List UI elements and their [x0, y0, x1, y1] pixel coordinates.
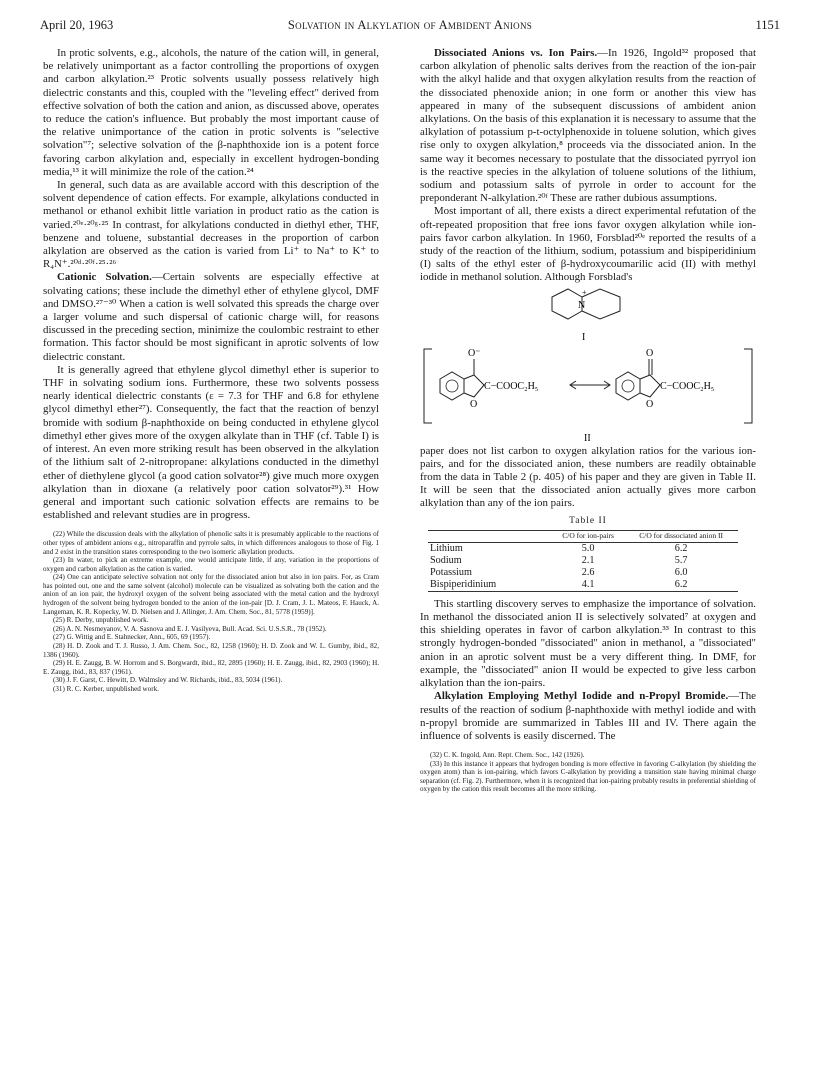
paragraph: [420, 690, 756, 743]
paragraph: [420, 47, 756, 205]
footnote: (33) In this instance it appears that hydrogen bonding is more effective in favoring C-alkylation (by shielding the oxygen atom) than is ion-pairing, which favors C-alkylation by providing a transition state having minimal charge separation (cf. Fig. 2). Furthermore, when it is recognized that ion-pairing probably results in preferential shielding of oxygen by the cation this result becomes all the more striking.: [420, 759, 756, 794]
footnote: (25) R. Derby, unpublished work.: [53, 616, 149, 625]
footnote: (22) While the discussion deals with the alkylation of phenolic salts it is presumably applicable to the reactions of other types of ambident anions e.g., nitroparaffin and pyrrole salts, in which differences analogous to those of Fig. 1 and 2 exist in the transition states corresponding to the two isomeric alkylation products.: [43, 530, 379, 556]
footnote: (29) H. E. Zaugg, B. W. Horrom and S. Borgwardt, ibid., 82, 2895 (1960); H. E. Zaugg, ibid., 82, 2903 (1960); H. E. Zaugg, ibid., 83, 837 (1961).: [43, 659, 379, 676]
paragraph: In protic solvents, e.g., alcohols, the nature of the cation will, in general, be relatively unimportant as a factor controlling the proportions of oxygen and carbon alkylation.²³ Protic solvents usually possess relatively high dielectric constants and this, coupled with the "leveling effect" derived from effective solvation of both the cation and anion, as discussed above, operates to reduce the cation's influence. But probably the most important cause of the relative unimportance of the cation in protic solvents is "selective solvation"⁷; selective solvation of the β-naphthoxide ion is a potent force favoring carbon alkylation and, especially in excellent hydrogen-bonding media,¹³ it will minimize the role of the cation.²⁴: [43, 47, 379, 178]
dissociated-cell: 5.7: [674, 554, 688, 566]
table-row: [428, 567, 738, 579]
footnote: (30) J. F. Garst, C. Hewitt, D. Walmsley and W. Richards, ibid., 83, 5034 (1961).: [53, 676, 283, 685]
paragraph: It is generally agreed that ethylene glycol dimethyl ether is superior to THF in solvating sodium ions. Furthermore, these two solvents possess nearly identical dielectric constants (ε = 7.3 for THF and 6.8 for ethylene glycol dimethyl ether²⁷). Consequently, the fact that the reaction of benzyl bromide with sodium β-naphthoxide on being conducted in ethylene glycol dimethyl ether gives more of the oxygen alkylate than in THF (cf. Table I) is of interest. An even more striking result has been observed in the alkylation of the lithium salt of 2-nitropropane: alkylations conducted in the dimethyl ether of diethylene glycol (a good cation solvator²⁸) give much more oxygen alkylation than in dioxane (a relatively poor cation solvator²⁹).³¹ How general and important such cationic solvation effects are remains to be established and relevant studies are in progress.: [43, 363, 379, 522]
dissociated-cell: 6.2: [624, 579, 738, 592]
ion-pair-cell: 2.6: [581, 566, 595, 578]
paragraph: This startling discovery serves to emphasize the importance of solvation. In methanol the dissociated anion II is selectively solvated⁷ at oxygen and this shielding operates in favor of carbon alkylation.³³ In contrast to this strongly hydrogen-bonded "dissociated" anion in methanol, a "dissociated" anion in an aprotic solvent must be a very different thing. In DMF, for example, the "dissociated" anion II would be expected to give less carbon alkylation than the ion-pairs.: [420, 597, 756, 690]
label-II: II: [584, 432, 591, 444]
ring-oxygen-label: O: [470, 398, 478, 410]
coumarilate-resonance-structures: [420, 345, 756, 445]
page-number: 1151: [755, 18, 780, 32]
paragraph: Most important of all, there exists a direct experimental refutation of the oft-repeated proposition that free ions favor oxygen alkylation while ion-pairs favor carbon alkylation. In 1960, Forsblad²⁰ᵉ reported the results of a study of the reaction of the lithium, sodium, potassium and bispiperidinium (I) salts of the ethyl ester of β-hydroxycoumarilic acid (II) with methyl iodide in methanol solution. Although Forsblad's: [420, 205, 756, 284]
cation-cell: Sodium: [430, 554, 462, 566]
nitrogen-label: N: [578, 299, 586, 311]
section-heading: Dissociated Anions vs. Ion Pairs.: [434, 47, 598, 59]
paragraph-text: —The results of the reaction of sodium β-naphthoxide with methyl iodide and with n-propyl bromide are summarized in Tables III and IV. There again the influence of solvents is easily discerned. The: [420, 690, 756, 742]
footnote: (24) One can anticipate selective solvation not only for the dissociated anion but also in ion pairs. For, as Cram has pointed out, one and the same solvent (alcohol) molecule can be visualized as solvating both the cation and the anion of an ion pair, the hydroxyl oxygen of the solvent being associated with the metal cation and the hydroxyl hydrogen of the solvent being hydrogen bonded to the anion of the ion-pair [D. J. Cram, J. L. Mateos, F. Hauck, A. Langeman, K. R. Kopecky, W. D. Nielsen and J. Allinger, J. Am. Chem. Soc., 81, 5778 (1959)].: [43, 573, 379, 616]
right-column: [420, 47, 756, 794]
label-I: I: [582, 331, 586, 343]
cation-cell: Bispiperidinium: [428, 579, 552, 592]
structure-I: [420, 285, 756, 345]
cation-cell: Potassium: [430, 566, 472, 578]
svg-text:+: +: [582, 287, 587, 297]
structure-II: [420, 345, 756, 445]
oxide-label: O⁻: [468, 347, 481, 359]
dissociated-cell: 6.2: [674, 542, 688, 554]
column-header: C/O for dissociated anion II: [624, 530, 738, 542]
paragraph-text: —Certain solvents are especially effective at solvating cations; these include the dimethyl ether of ethylene glycol, DMF and DMSO.²⁷⁻³⁰ When a cation is well solvated this spreads the charge over a larger volume and such dispersal of cationic charge will, for reasons discussed in the preceding section, minimize the coulombic restraint to ether formation. This factor should be most significant in aprotic solvents of low dielectric constant.: [43, 271, 379, 363]
section-heading: Cationic Solvation.: [57, 271, 152, 284]
paragraph: paper does not list carbon to oxygen alkylation ratios for the various ion-pairs, and for the dissociated anion, these numbers are readily obtainable from the data in Table 2 (p. 405) of his paper and they are given in Table II. It will be seen that the dissociated anion actually gives more carbon alkylation than any of the ion pairs.: [420, 444, 756, 510]
ring-oxygen-label-2: O: [646, 398, 654, 410]
table-row: [428, 542, 738, 555]
table-row: [428, 555, 738, 567]
table-title: Table II: [569, 515, 607, 526]
footnotes: [43, 530, 379, 693]
column-header: C/O for ion-pairs: [552, 530, 624, 542]
ester-label: C−COOC₂H₅: [484, 380, 539, 392]
footnote: (28) H. D. Zook and T. J. Russo, J. Am. Chem. Soc., 82, 1258 (1960); H. D. Zook and W. L. Gumby, ibid., 82, 1386 (1960).: [43, 642, 379, 659]
footnote: (26) A. N. Nesmeyanov, V. A. Sasnova and E. J. Vasilyeva, Bull. Acad. Sci. U.S.S.R., 78 (1952).: [53, 624, 327, 633]
table-II: [428, 530, 738, 592]
ion-pair-cell: 5.0: [581, 542, 595, 554]
cation-cell: Lithium: [430, 542, 463, 554]
ion-pair-cell: 2.1: [581, 554, 595, 566]
running-header: [40, 18, 780, 34]
bispiperidinium-structure: [420, 285, 756, 345]
paragraph: [43, 271, 379, 363]
header-title: Solvation in Alkylation of Ambident Anions: [287, 18, 533, 32]
left-column: [43, 47, 379, 694]
ion-pair-cell: 4.1: [552, 579, 624, 592]
carbonyl-oxygen-label: O: [646, 347, 654, 359]
footnote: (27) G. Wittig and E. Stahnecker, Ann., 605, 69 (1957).: [53, 633, 211, 642]
header-date: April 20, 1963: [40, 18, 114, 32]
table-row: [428, 579, 738, 592]
paragraph-text: —In 1926, Ingold³² proposed that carbon alkylation of phenolic salts derives from the reaction of the ion-pair with the alkyl halide and that oxygen alkylation results from the reaction of the dissociated phenoxide anion; in one form or another this view has appeared in many of the subsequent discussions of ambident anion alkylations. On the basis of this explanation it is necessary to assume that the alkylation of potassium p-t-octylphenoxide in toluene solution, which gives rise only to oxygen alkylation,⁸ proceeds via the dissociated anion. In the same way it becomes necessary to postulate that the dissociated pyrryol ion is the reactive species in the alkylation of toluene solutions of the lithium, sodium and potassium salts of pyrrole in order to account for the preponderant N-alkylation.²⁰ᶠ These are rather dubious assumptions.: [420, 47, 756, 205]
footnotes: [420, 751, 756, 794]
footnote: (32) C. K. Ingold, Ann. Rept. Chem. Soc., 142 (1926).: [430, 751, 585, 760]
paragraph: In general, such data as are available accord with this description of the solvent dependence of cation effects. For example, alkylations conducted in methanol or ethanol exhibit little variation in product ratio as the cation is varied.²⁰ᵉ·²⁰ᵍ·²⁵ In contrast, for alkylations conducted in diethyl ether, THF, benzene and toluene, substantial decreases in the proportion of carbon alkylation are observed as the cation is varied from Li⁺ to Na⁺ to K⁺ to R₄N⁺.²⁰ᵈ·²⁰ᶠ·²⁵·²⁶: [43, 179, 379, 271]
footnote: (31) R. C. Kerber, unpublished work.: [53, 685, 159, 693]
footnote: (23) In water, to pick an extreme example, one would anticipate little, if any, variation in the proportions of oxygen and carbon alkylation as the cation is varied.: [43, 556, 379, 573]
dissociated-cell: 6.0: [674, 566, 688, 578]
section-heading: Alkylation Employing Methyl Iodide and n-Propyl Bromide.: [434, 690, 729, 703]
ester-label-2: C−COOC₂H₅: [660, 380, 715, 392]
